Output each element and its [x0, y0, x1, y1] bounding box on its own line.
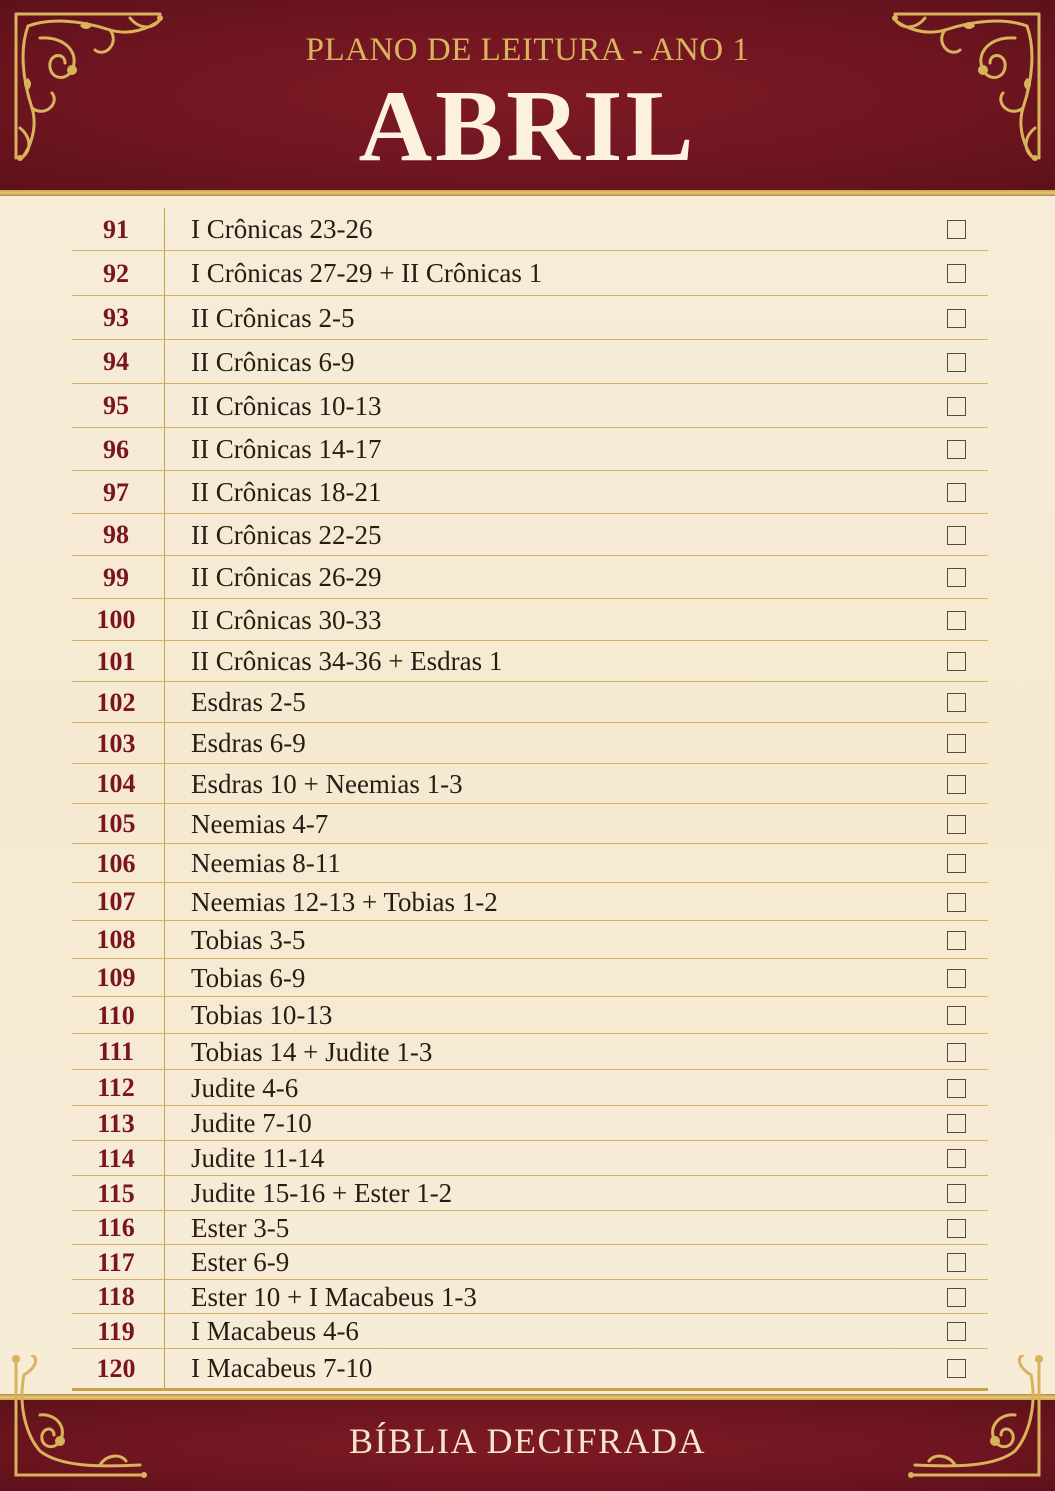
table-row: [72, 556, 988, 599]
reading-text: II Crônicas 22-25: [191, 520, 382, 550]
day-number: 97: [103, 478, 129, 507]
reading-checkbox[interactable]: [947, 220, 966, 239]
reading-text: Esdras 10 + Neemias 1-3: [191, 769, 463, 799]
table-row: [72, 471, 988, 514]
reading-text: Esdras 2-5: [191, 687, 306, 717]
day-number: 93: [103, 303, 129, 332]
header-gold-rule: [0, 190, 1055, 196]
reading-text: Neemias 12-13 + Tobias 1-2: [191, 887, 498, 917]
table-row: [72, 428, 988, 471]
reading-checkbox[interactable]: [947, 309, 966, 328]
reading-checkbox[interactable]: [947, 611, 966, 630]
table-row: [72, 1034, 988, 1070]
day-number: 94: [103, 347, 129, 376]
table-row: [72, 883, 988, 921]
day-number: 107: [96, 887, 136, 916]
day-number: 91: [103, 215, 129, 244]
reading-text: Ester 6-9: [191, 1247, 290, 1277]
table-row: [72, 1176, 988, 1211]
table-row: [72, 251, 988, 296]
day-number: 117: [97, 1248, 135, 1277]
reading-text: Ester 10 + I Macabeus 1-3: [191, 1282, 477, 1312]
reading-checkbox[interactable]: [947, 353, 966, 372]
reading-text: II Crônicas 34-36 + Esdras 1: [191, 646, 503, 676]
table-row: [72, 1141, 988, 1176]
reading-checkbox[interactable]: [947, 1043, 966, 1062]
reading-text: I Macabeus 4-6: [191, 1316, 359, 1346]
table-row: [72, 1070, 988, 1106]
reading-text: I Crônicas 23-26: [191, 214, 373, 244]
day-number: 102: [96, 688, 136, 717]
reading-checkbox[interactable]: [947, 1219, 966, 1238]
day-number: 119: [97, 1317, 135, 1346]
ornament-corner-icon: [905, 1355, 1045, 1481]
reading-checkbox[interactable]: [947, 1184, 966, 1203]
reading-checkbox[interactable]: [947, 264, 966, 283]
table-row: [72, 723, 988, 764]
table-row: [72, 208, 988, 251]
reading-text: II Crônicas 30-33: [191, 605, 382, 635]
reading-checkbox[interactable]: [947, 1079, 966, 1098]
reading-text: Esdras 6-9: [191, 728, 306, 758]
reading-text: II Crônicas 18-21: [191, 477, 382, 507]
reading-checkbox[interactable]: [947, 775, 966, 794]
reading-text: Tobias 14 + Judite 1-3: [191, 1037, 433, 1067]
day-number: 100: [96, 605, 136, 634]
day-number: 103: [96, 729, 136, 758]
plan-subtitle: PLANO DE LEITURA - ANO 1: [305, 32, 750, 68]
reading-text: II Crônicas 26-29: [191, 562, 382, 592]
table-row: [72, 997, 988, 1034]
day-number: 99: [103, 563, 129, 592]
day-number: 110: [97, 1001, 135, 1030]
reading-text: Judite 11-14: [191, 1143, 325, 1173]
table-bottom-rule: [72, 1388, 988, 1391]
day-number: 115: [97, 1179, 135, 1208]
day-number: 95: [103, 391, 129, 420]
table-row: [72, 959, 988, 997]
table-row: [72, 764, 988, 804]
reading-text: I Macabeus 7-10: [191, 1353, 373, 1383]
reading-text: Tobias 3-5: [191, 925, 306, 955]
reading-checkbox[interactable]: [947, 1114, 966, 1133]
day-number: 120: [96, 1354, 136, 1383]
table-row: [72, 599, 988, 641]
reading-checkbox[interactable]: [947, 568, 966, 587]
day-number: 98: [103, 520, 129, 549]
reading-checkbox[interactable]: [947, 652, 966, 671]
ornament-corner-icon: [885, 8, 1045, 168]
reading-text: II Crônicas 10-13: [191, 391, 382, 421]
reading-checkbox[interactable]: [947, 440, 966, 459]
day-number: 108: [96, 925, 136, 954]
reading-checkbox[interactable]: [947, 1322, 966, 1341]
table-row: [72, 682, 988, 723]
day-number: 96: [103, 435, 129, 464]
day-number: 114: [97, 1144, 135, 1173]
reading-text: I Crônicas 27-29 + II Crônicas 1: [191, 258, 543, 288]
table-row: [72, 1106, 988, 1141]
reading-text: II Crônicas 6-9: [191, 347, 355, 377]
day-number: 104: [96, 769, 136, 798]
table-row: [72, 384, 988, 428]
reading-checkbox[interactable]: [947, 815, 966, 834]
reading-text: Tobias 10-13: [191, 1000, 333, 1030]
table-row: [72, 921, 988, 959]
reading-checkbox[interactable]: [947, 483, 966, 502]
table-row: [72, 1211, 988, 1245]
table-row: [72, 844, 988, 883]
table-row: [72, 1349, 988, 1388]
ornament-corner-icon: [10, 1355, 150, 1481]
reading-text: Judite 15-16 + Ester 1-2: [191, 1178, 453, 1208]
table-row: [72, 641, 988, 682]
month-title: ABRIL: [358, 70, 697, 183]
reading-table: [72, 208, 988, 1388]
day-number: 118: [97, 1282, 135, 1311]
day-number: 116: [97, 1213, 135, 1242]
reading-checkbox[interactable]: [947, 969, 966, 988]
table-row: [72, 340, 988, 384]
table-row: [72, 514, 988, 556]
day-number: 105: [96, 809, 136, 838]
reading-checkbox[interactable]: [947, 854, 966, 873]
day-number: 113: [97, 1109, 135, 1138]
ornament-corner-icon: [10, 8, 170, 168]
day-number: 112: [97, 1073, 135, 1102]
reading-checkbox[interactable]: [947, 734, 966, 753]
reading-checkbox[interactable]: [947, 526, 966, 545]
reading-checkbox[interactable]: [947, 1149, 966, 1168]
table-row: [72, 1280, 988, 1314]
reading-checkbox[interactable]: [947, 893, 966, 912]
reading-checkbox[interactable]: [947, 693, 966, 712]
day-number: 101: [96, 647, 136, 676]
reading-text: II Crônicas 2-5: [191, 303, 355, 333]
reading-text: Tobias 6-9: [191, 963, 306, 993]
day-number: 106: [96, 849, 136, 878]
day-number: 109: [96, 963, 136, 992]
reading-checkbox[interactable]: [947, 931, 966, 950]
reading-text: II Crônicas 14-17: [191, 434, 382, 464]
reading-text: Neemias 4-7: [191, 809, 329, 839]
footer-brand: BÍBLIA DECIFRADA: [348, 1421, 707, 1461]
reading-text: Neemias 8-11: [191, 848, 341, 878]
reading-checkbox[interactable]: [947, 1288, 966, 1307]
reading-checkbox[interactable]: [947, 1253, 966, 1272]
reading-text: Ester 3-5: [191, 1213, 290, 1243]
table-row: [72, 804, 988, 844]
table-row: [72, 1314, 988, 1349]
reading-text: Judite 4-6: [191, 1073, 299, 1103]
reading-checkbox[interactable]: [947, 397, 966, 416]
table-row: [72, 1245, 988, 1280]
table-row: [72, 296, 988, 340]
reading-text: Judite 7-10: [191, 1108, 312, 1138]
reading-checkbox[interactable]: [947, 1006, 966, 1025]
day-number: 92: [103, 259, 129, 288]
day-number: 111: [97, 1037, 135, 1066]
